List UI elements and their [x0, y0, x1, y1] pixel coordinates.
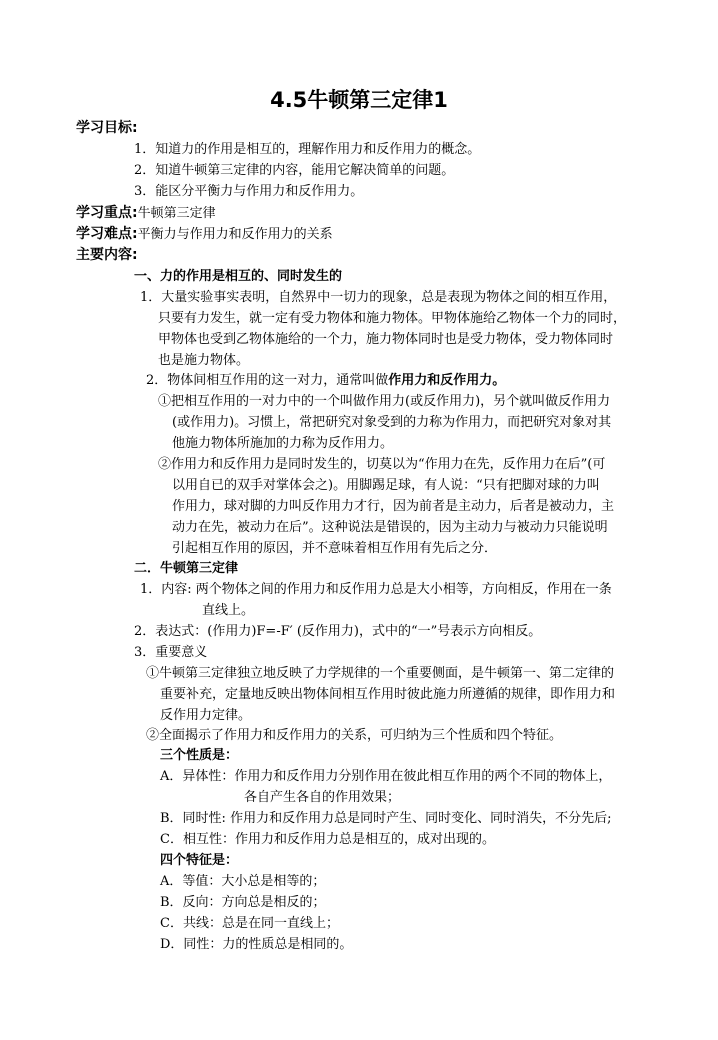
content-label: 主要内容:: [76, 247, 138, 263]
goals-label: 学习目标:: [76, 120, 138, 136]
section2-heading: 二．牛顿第三定律: [134, 561, 239, 576]
s2-sig2: ②全面揭示了作用力和反作用力的关系，可归纳为三个性质和四个特征。: [146, 728, 563, 743]
prop-a-line-2: 各自产生各自的作用效果；: [244, 790, 401, 805]
features-label: 四个特征是：: [160, 853, 239, 868]
s2-content-line-1: 1．内容: 两个物体之间的作用力和反作用力总是大小相等，方向相反，作用在一条: [140, 582, 612, 597]
props-label: 三个性质是：: [160, 748, 239, 763]
s1-c1-line-1: ①把相互作用的一对力中的一个叫做作用力(或反作用力)，另个就叫做反作用力: [158, 394, 611, 409]
s1-p1-line-1: 1．大量实验事实表明，自然界中一切力的现象，总是表现为物体之间的相互作用，: [140, 290, 617, 305]
s2-significance: 3．重要意义: [134, 645, 208, 660]
s1-p2-bold: 作用力和反作用力。: [388, 373, 506, 388]
s1-p2-prefix: 2．物体间相互作用的这一对力，通常叫做: [146, 373, 389, 388]
s2-sig1-line-3: 反作用力定律。: [160, 708, 252, 723]
s1-p1-line-3: 甲物体也受到乙物体施给的一个力，施力物体同时也是受力物体，受力物体同时: [158, 332, 614, 347]
feature-b: B．反向：方向总是相反的；: [160, 895, 326, 910]
key-point-text: 牛顿第三定律: [137, 206, 216, 221]
difficulty-text: 平衡力与作用力和反作用力的关系: [137, 227, 333, 242]
s1-c2-line-4: 动力在先，被动力在后”。这种说法是错误的，因为主动力与被动力只能说明: [172, 520, 608, 535]
goal-item-1: 1．知道力的作用是相互的，理解作用力和反作用力的概念。: [134, 142, 481, 157]
prop-b: B．同时性: 作用力和反作用力总是同时产生、同时变化、同时消失，不分先后;: [160, 811, 612, 826]
key-point-label: 学习重点:: [76, 205, 138, 221]
key-point-line: [76, 203, 216, 224]
s1-p2-line: [146, 370, 505, 391]
prop-a-line-1: A．异体性：作用力和反作用力分别作用在彼此相互作用的两个不同的物体上，: [160, 769, 612, 784]
section1-heading: 一、力的作用是相互的、同时发生的: [134, 269, 343, 284]
page-title: 4.5牛顿第三定律1: [270, 88, 448, 112]
s2-content-line-2: 直线上。: [202, 603, 255, 618]
s1-p1-line-2: 只要有力发生，就一定有受力物体和施力物体。甲物体施给乙物体一个力的同时，: [158, 311, 627, 326]
difficulty-line: [76, 224, 333, 245]
feature-c: C．共线：总是在同一直线上；: [160, 916, 339, 931]
feature-d: D．同性：力的性质总是相同的。: [160, 937, 353, 952]
difficulty-label: 学习难点:: [76, 226, 138, 242]
s2-expression: 2．表达式：(作用力)F=-F′ (反作用力)，式中的“一”号表示方向相反。: [134, 624, 542, 639]
s1-c2-line-3: 作用力，球对脚的力叫反作用力才行，因为前者是主动力，后者是被动力，主: [172, 499, 615, 514]
prop-c: C．相互性：作用力和反作用力总是相互的，成对出现的。: [160, 832, 495, 847]
s1-c2-line-2: 以用自已的双手对掌体会之)。用脚踢足球，有人说：“只有把脚对球的力叫: [172, 478, 600, 493]
s1-c1-line-2: (或作用力)。习惯上，常把研究对象受到的力称为作用力，而把研究对象对其: [172, 415, 612, 430]
s1-p1-line-4: 也是施力物体。: [158, 353, 250, 368]
s2-sig1-line-1: ①牛顿第三定律独立地反映了力学规律的一个重要侧面，是牛顿第一、第二定律的: [146, 666, 615, 681]
goal-item-2: 2．知道牛顿第三定律的内容，能用它解决简单的问题。: [134, 163, 455, 178]
goal-item-3: 3．能区分平衡力与作用力和反作用力。: [134, 184, 364, 199]
s1-c2-line-5: 引起相互作用的原因，并不意味着相互作用有先后之分．: [172, 541, 498, 556]
s1-c1-line-3: 他施力物体所施加的力称为反作用力。: [172, 436, 394, 451]
s2-sig1-line-2: 重要补充，定量地反映出物体间相互作用时彼此施力所遵循的规律，即作用力和: [160, 687, 616, 702]
s1-c2-line-1: ②作用力和反作用力是同时发生的，切莫以为“作用力在先，反作用力在后”(可: [158, 457, 606, 472]
feature-a: A．等值：大小总是相等的；: [160, 874, 326, 889]
